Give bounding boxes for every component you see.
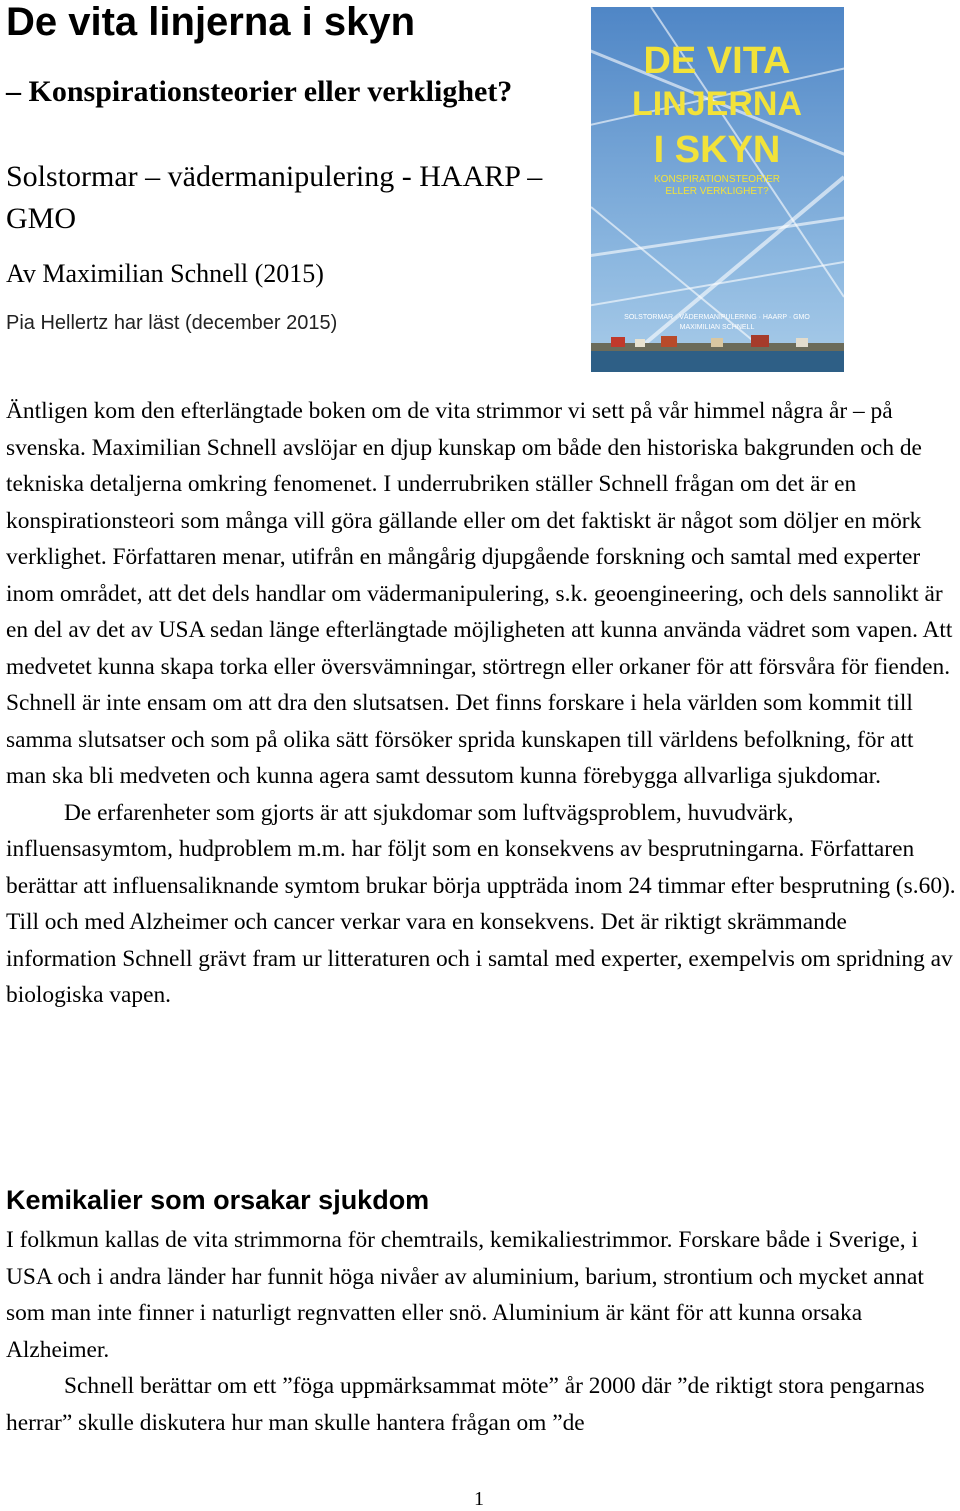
cover-subtitle-1: KONSPIRATIONSTEORIER — [654, 174, 780, 185]
reviewer-line: Pia Hellertz har läst (december 2015) — [6, 312, 338, 334]
cover-title-3: I SKYN — [653, 129, 781, 171]
cover-subtitle-2: ELLER VERKLIGHET? — [665, 186, 769, 197]
page-number: 1 — [474, 1488, 484, 1510]
book-topics: Solstormar – vädermanipulering - HAARP – GMO — [6, 160, 543, 235]
cover-author: MAXIMILIAN SCHNELL — [679, 324, 755, 331]
page-title: De vita linjerna i skyn — [6, 0, 416, 44]
cover-title-2: LINJERNA — [631, 85, 803, 123]
review-body — [6, 393, 958, 1014]
book-subtitle: – Konspirationsteorier eller verklighet? — [6, 75, 513, 108]
section-paragraph-2: Schnell berättar om ett ”föga uppmärksammat möte” år 2000 där ”de riktigt stora pengarnas herrar” skulle diskutera hur man skulle hantera frågan om ”de — [6, 1373, 925, 1436]
section-paragraph-1: I folkmun kallas de vita strimmorna för chemtrails, kemikaliestrimmor. Forskare både i Sverige, i USA och i andra länder har funnit höga nivåer av aluminium, barium, strontium och mycket annat som man inte finner i naturligt regnvatten eller snö. Aluminium är känt för att kunna orsaka Alzheimer. — [6, 1227, 924, 1363]
section-heading: Kemikalier som orsakar sjukdom — [6, 1185, 430, 1215]
cover-sea — [591, 349, 844, 372]
section-body — [6, 1222, 958, 1441]
body-paragraph-1: Äntligen kom den efterlängtade boken om de vita strimmor vi sett på vår himmel några år – på svenska. Maximilian Schnell avslöjar en djup kunskap om både den historiska bakgrunden och de tekniska detaljerna omkring fenomenet. I underrubriken ställer Schnell frågan om det är en konspirationsteori som många vill göra gällande eller om det faktiskt är något som döljer en mörk verklighet. Författaren menar, utifrån en mångårig djupgående forskning och samtal med experter inom området, att det dels handlar om vädermanipulering, s.k. geoengineering, och dels sannolikt är en del av det av USA sedan länge efterlängtade möjligheten att kunna använda vädret som vapen. Att medvetet kunna skapa torka eller översvämningar, störtregn eller orkaner för att försvåra för fienden. Schnell är inte ensam om att dra den slutsatsen. Det finns forskare i hela världen som kommit till samma slutsatser och som på olika sätt försöker sprida kunskapen till världens befolkning, för att man ska bli medveten och kunna agera samt dessutom kunna förebygga allvarliga sjukdomar. — [6, 398, 953, 789]
book-author: Av Maximilian Schnell (2015) — [6, 259, 324, 288]
book-cover-image — [591, 7, 844, 372]
cover-tagline: SOLSTORMAR · VÄDERMANIPULERING · HAARP · GMO — [624, 314, 810, 321]
body-paragraph-2: De erfarenheter som gjorts är att sjukdomar som luftvägsproblem, huvudvärk, influensasymtom, hudproblem m.m. har följt som en konsekvens av besprutningarna. Författaren berättar att influensaliknande symtom brukar börja uppträda inom 24 timmar efter besprutning (s.60). Till och med Alzheimer och cancer verkar vara en konsekvens. Det är riktigt skrämmande information Schnell grävt fram ur litteraturen och i samtal med experter, exempelvis om spridning av biologiska vapen. — [6, 799, 956, 1008]
cover-title-1: DE VITA — [643, 40, 791, 82]
